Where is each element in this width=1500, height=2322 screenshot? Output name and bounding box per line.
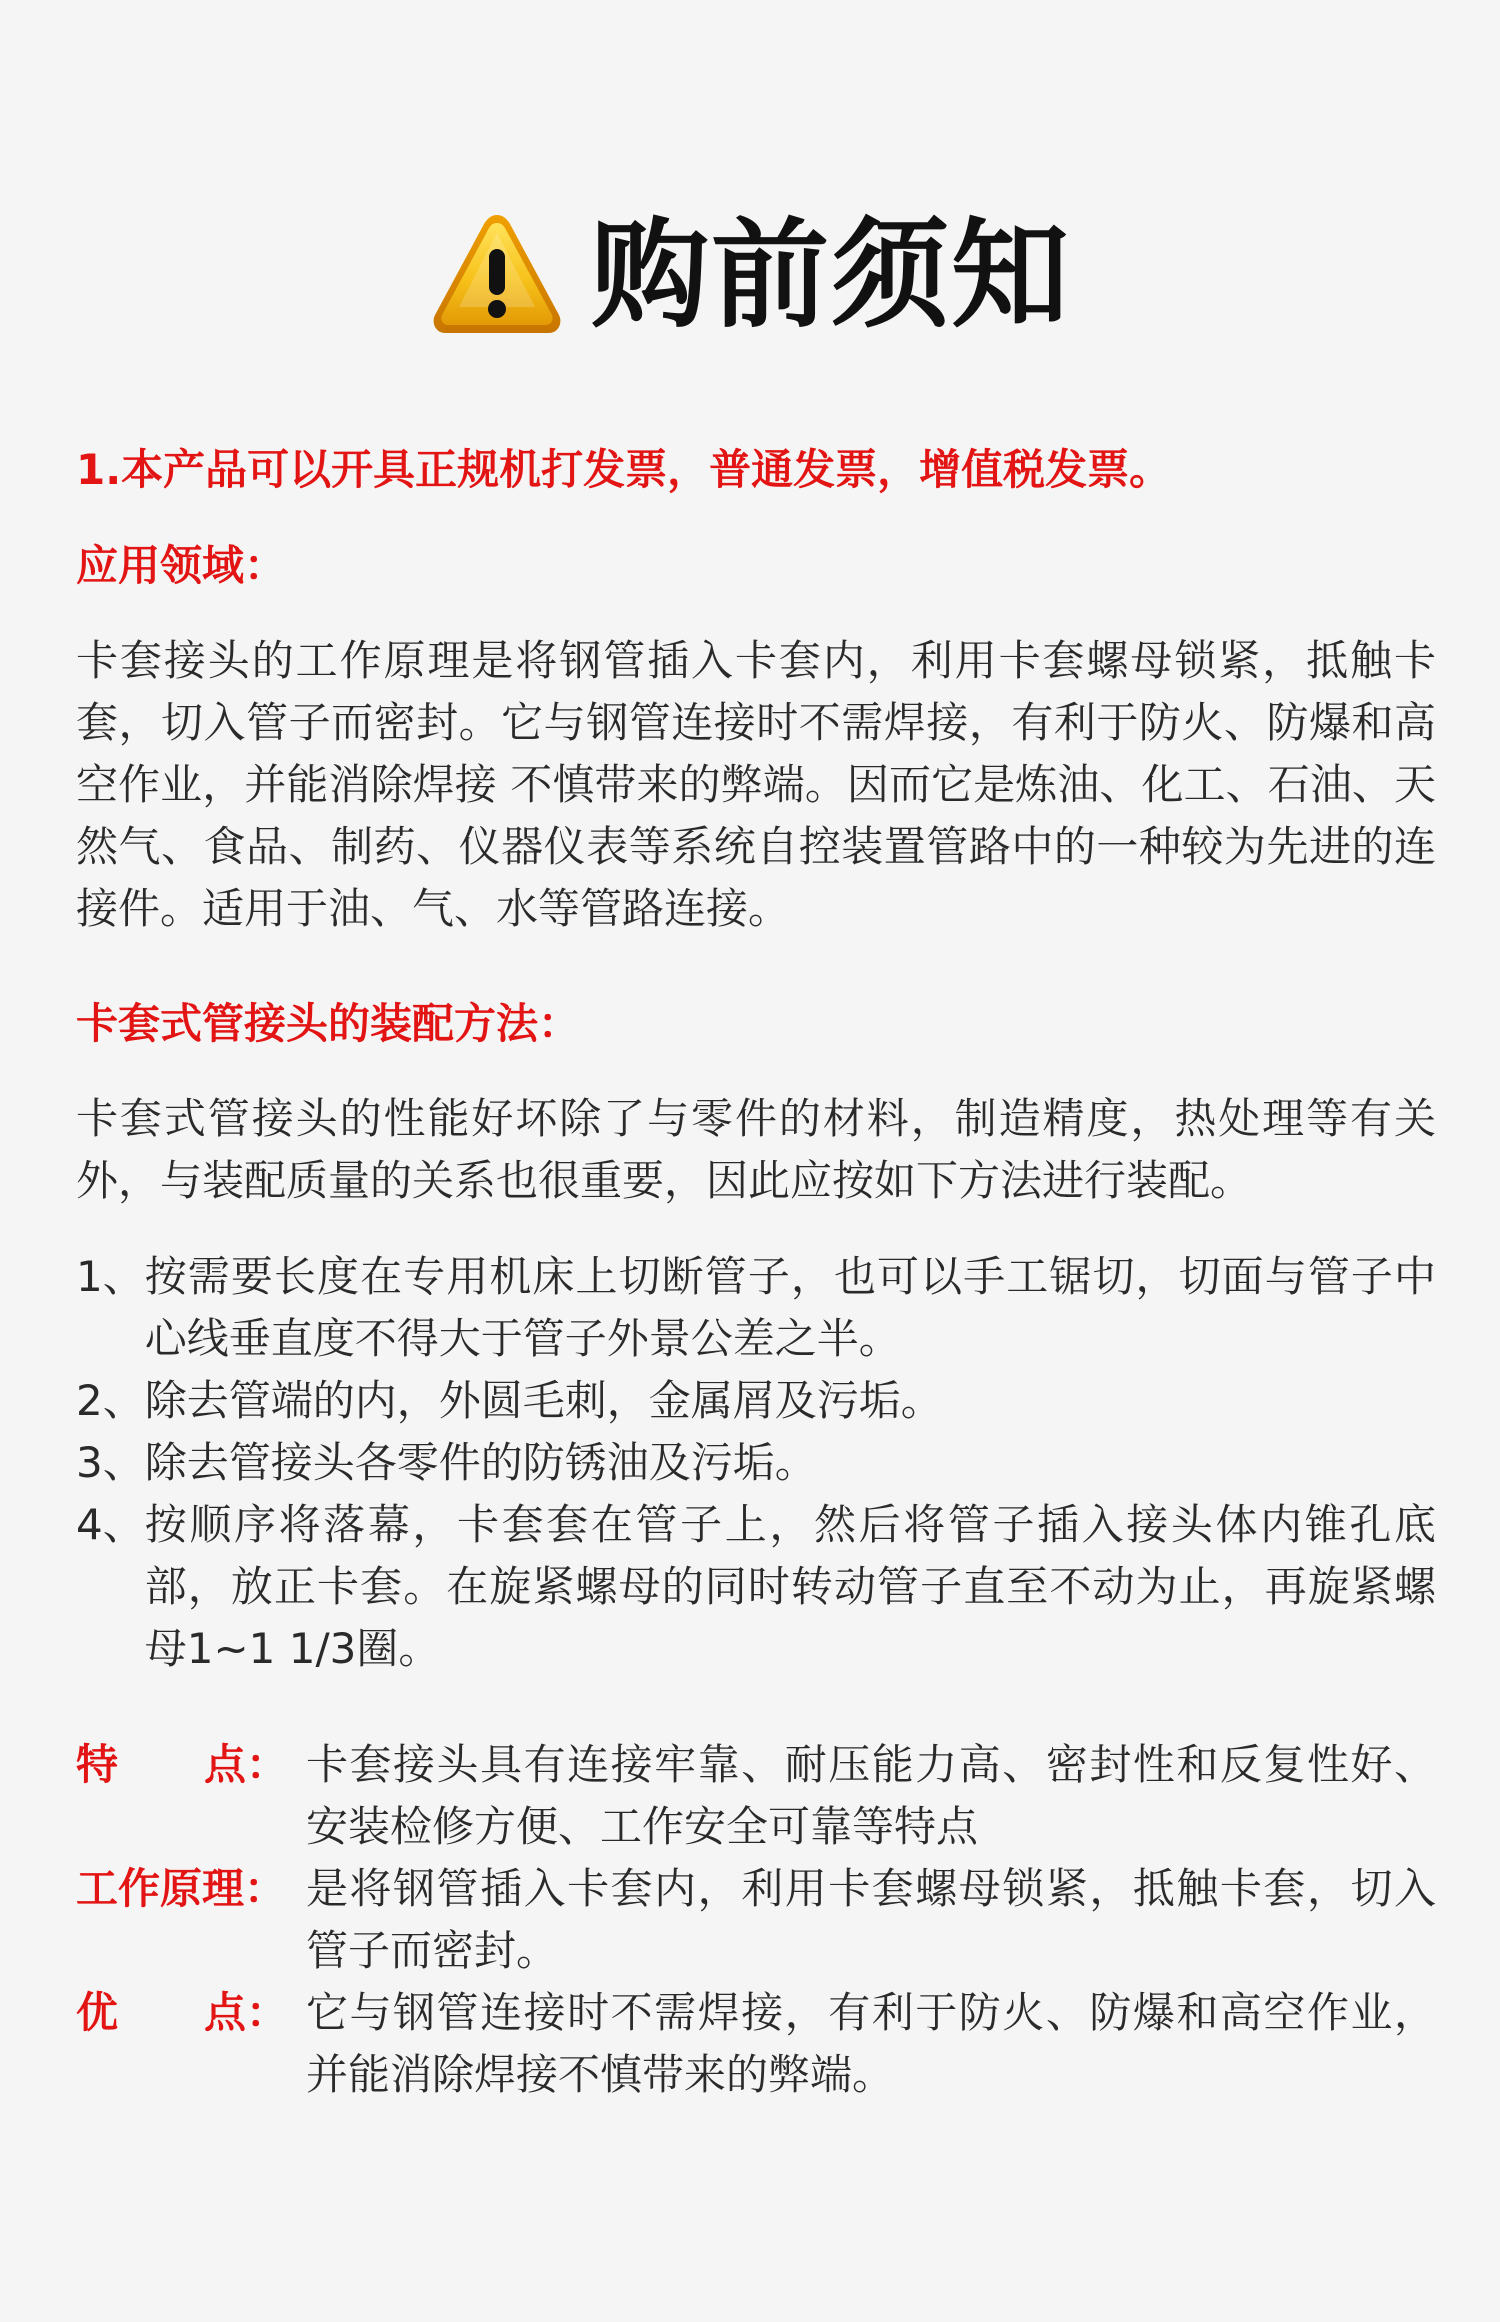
assembly-intro: 卡套式管接头的性能好坏除了与零件的材料，制造精度，热处理等有关外，与装配质量的关系也很重要，因此应按如下方法进行装配。 [76,1094,1436,1205]
step-number: 2、 [76,1376,145,1425]
list-item [76,1494,1436,1680]
list-item [76,1432,1436,1494]
feature-label-start: 特 [76,1740,119,1789]
feature-row [76,1858,1436,1982]
page-title: 购前须知 [590,206,1071,344]
feature-label-end [288,1858,306,1982]
feature-label [76,1982,306,2106]
feature-label-start: 工作原理： [76,1864,287,1913]
step-number: 3、 [76,1438,145,1487]
header [0,200,1500,350]
step-text: 按需要长度在专用机床上切断管子，也可以手工锯切，切面与管子中心线垂直度不得大于管子外景公差之半。 [144,1252,1436,1363]
feature-row [76,1734,1436,1858]
step-text: 除去管端的内，外圆毛刺，金属屑及污垢。 [144,1376,943,1425]
application-text: 卡套接头的工作原理是将钢管插入卡套内，利用卡套螺母锁紧，抵触卡套，切入管子而密封。它与钢管连接时不需焊接，有利于防火、防爆和高空作业，并能消除焊接 不慎带来的弊端。因而它是炼油、化工、石油、天然气、食品、制药、仪器仪表等系统自控装置管路中的一种较为先进的连接件。适用于油、气、水等管路连接。 [76,636,1436,933]
features [76,1734,1436,2106]
feature-label [76,1734,306,1858]
assembly-steps [76,1246,1436,1680]
step-number: 4、 [76,1500,145,1549]
invoice-note: 1.本产品可以开具正规机打发票，普通发票，增值税发票。 [76,445,1172,494]
feature-label [76,1858,306,1982]
feature-label-end: 点： [203,1988,288,2037]
content [76,440,1436,2106]
warning-triangle-icon [429,211,565,339]
list-item [76,1370,1436,1432]
feature-label-start: 优 [76,1988,119,2037]
application-heading: 应用领域： [76,541,287,590]
feature-label-end: 点： [203,1740,288,1789]
step-number: 1、 [76,1252,145,1301]
feature-text: 是将钢管插入卡套内，利用卡套螺母锁紧，抵触卡套，切入管子而密封。 [306,1864,1436,1975]
feature-row [76,1982,1436,2106]
assembly-heading: 卡套式管接头的装配方法： [76,999,581,1048]
feature-text: 它与钢管连接时不需焊接，有利于防火、防爆和高空作业，并能消除焊接不慎带来的弊端。 [306,1988,1436,2099]
list-item [76,1246,1436,1370]
feature-text: 卡套接头具有连接牢靠、耐压能力高、密封性和反复性好、安装检修方便、工作安全可靠等特点 [306,1740,1436,1851]
step-text: 除去管接头各零件的防锈油及污垢。 [144,1438,817,1487]
step-text: 按顺序将落幕，卡套套在管子上，然后将管子插入接头体内锥孔底部，放正卡套。在旋紧螺母的同时转动管子直至不动为止，再旋紧螺母1~1 1/3圈。 [144,1500,1436,1673]
